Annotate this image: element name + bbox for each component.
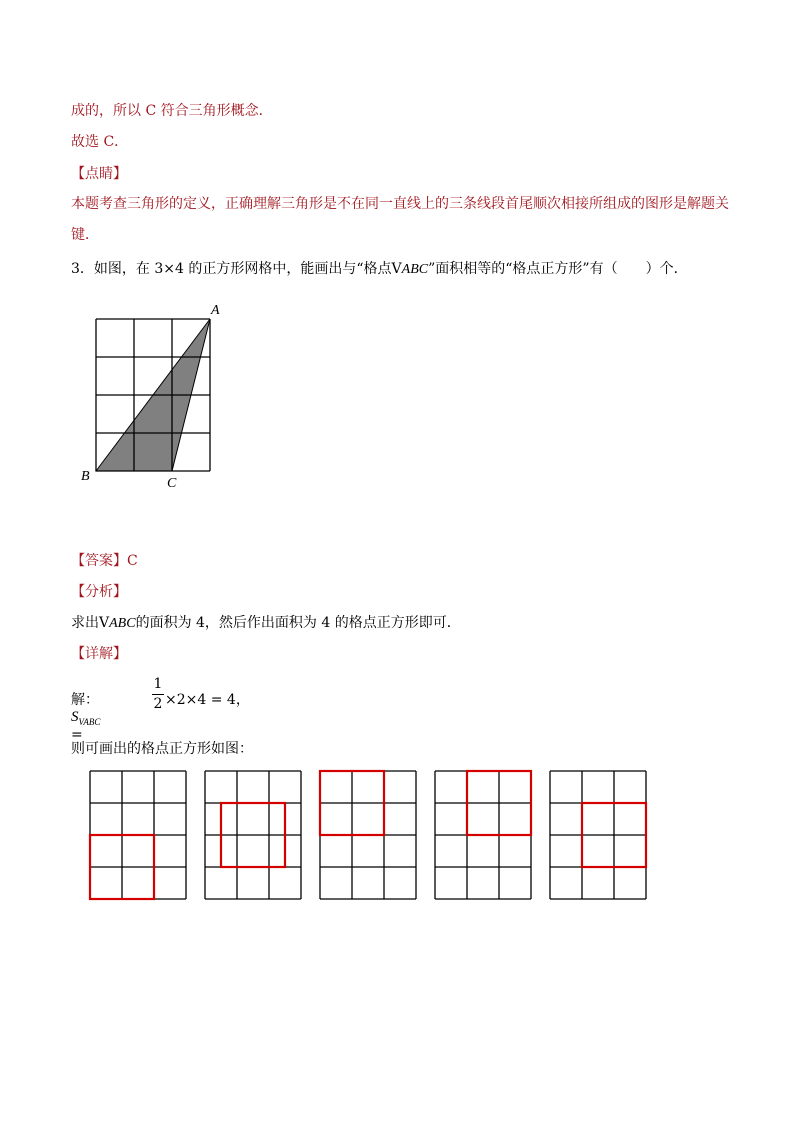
solution-rest: ×2×4 = 4， (165, 692, 250, 708)
dianjing-heading: 【点睛】 (71, 166, 127, 182)
fenxi-line (71, 612, 461, 632)
answer-value: C (127, 553, 138, 569)
square-grid-5 (548, 769, 648, 901)
answer-label: 【答案】 (71, 553, 127, 569)
fraction-numerator: 1 (153, 676, 163, 692)
text-line-2: 故选 C． (71, 134, 129, 150)
fenxi-heading: 【分析】 (71, 584, 127, 600)
text-line-1: 成的，所以 C 符合三角形概念． (71, 103, 273, 119)
question-3 (71, 258, 688, 278)
fraction-half (151, 676, 165, 713)
label-c: C (167, 476, 177, 491)
fraction-denominator: 2 (153, 696, 163, 712)
label-a: A (211, 303, 220, 318)
equals-sign: = (71, 726, 83, 743)
triangle-grid-figure (76, 298, 236, 498)
triangle-symbol: V (391, 261, 402, 277)
solution-lhs (71, 689, 100, 743)
triangle-symbol: V (99, 615, 110, 631)
solution-prefix: 解： (71, 692, 99, 708)
explanation-paragraph: 本题考查三角形的定义，正确理解三角形是不在同一直线上的三条线段首尾顺次相接所组成的图形是解题关键． (71, 196, 729, 243)
fenxi-pre: 求出 (71, 615, 99, 631)
square-grid-2 (203, 769, 303, 901)
question-prefix: 3．如图，在 3×4 的正方形网格中，能画出与“格点 (71, 261, 392, 277)
question-suffix: ”面积相等的“格点正方形”有（ ）个． (428, 261, 688, 277)
square-grid-1 (88, 769, 188, 901)
area-symbol: S (71, 709, 79, 725)
xiangjie-heading: 【详解】 (71, 646, 127, 662)
fraction-bar (152, 694, 164, 695)
fenxi-post: 的面积为 4，然后作出面积为 4 的格点正方形即可． (135, 615, 461, 631)
square-grid-4 (433, 769, 533, 901)
abc-label: ABC (401, 262, 429, 277)
area-subscript: VABC (78, 716, 101, 727)
abc-label: ABC (109, 616, 136, 631)
square-grid-3 (318, 769, 418, 901)
answer-line (71, 550, 138, 570)
conclusion-line: 则可画出的格点正方形如图： (71, 741, 253, 757)
label-b: B (81, 469, 90, 484)
